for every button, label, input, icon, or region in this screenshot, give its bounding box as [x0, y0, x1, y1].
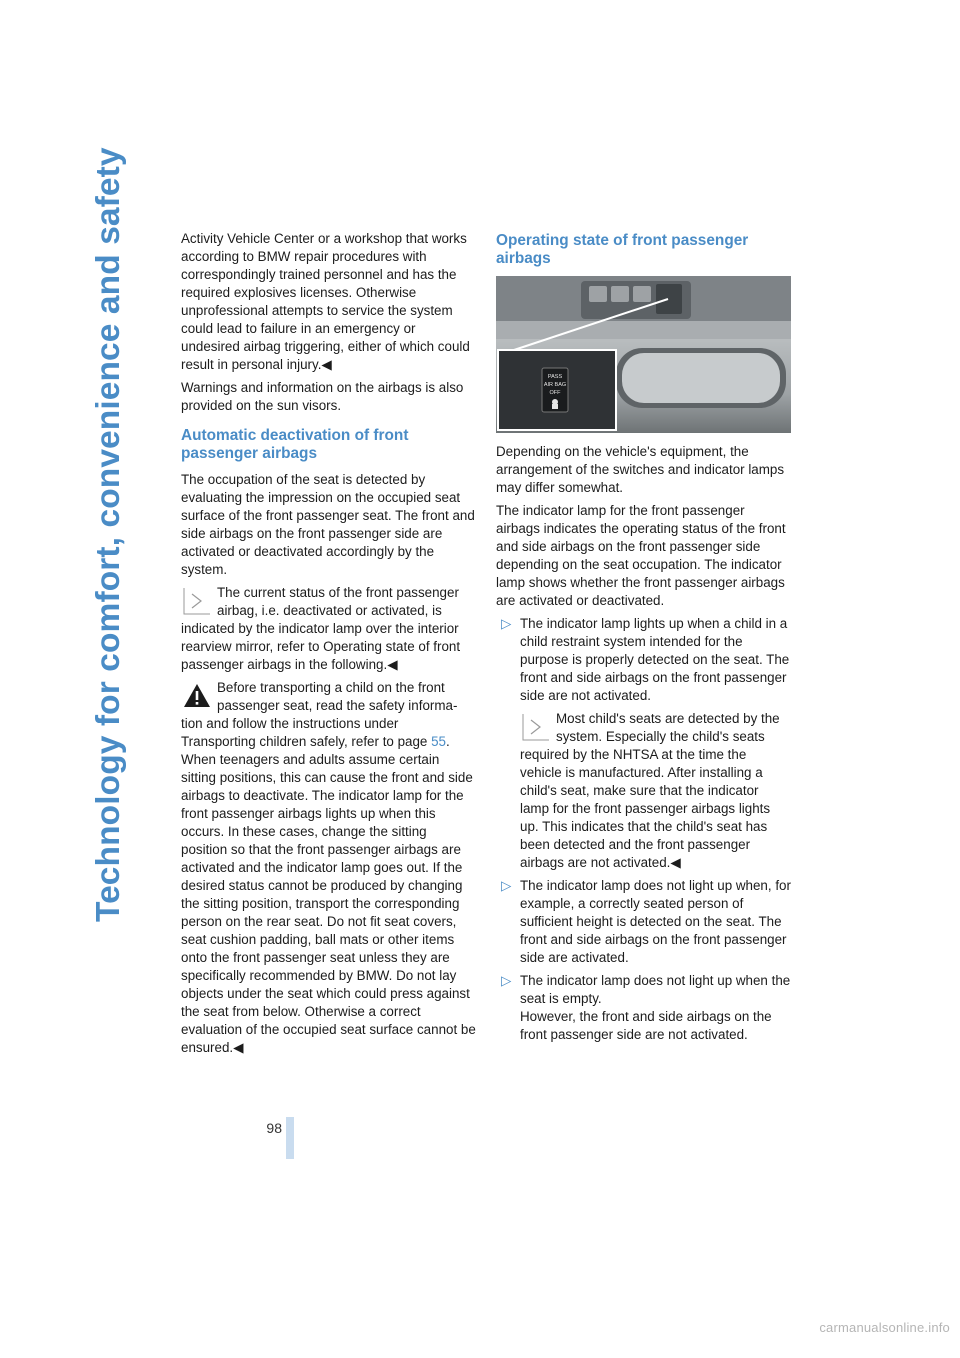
warning-icon: [183, 682, 211, 710]
figure-label-off: OFF: [549, 390, 561, 396]
warning-text-cont: [181, 715, 476, 1057]
list-item: [496, 615, 791, 872]
overhead-console-figure: [496, 276, 791, 433]
list-item-text: The indicator lamp lights up when a child in a child restraint system intended for the purpose is properly detected on the seat. The front and side airbags on the front passenger side are not activated.: [520, 616, 790, 703]
paragraph: The occupation of the seat is detected by evaluating the impression on the occupied seat surface of the front passenger seat. The front and side airbags on the front passenger side are activated or deactivated accordingly by the system.: [181, 472, 475, 577]
note-block: [181, 584, 476, 674]
bullet-icon: ▷: [501, 878, 512, 893]
page-number: 98: [266, 1120, 282, 1136]
list-item-text-cont: However, the front and side airbags on the front passenger side are not activated.: [520, 1009, 772, 1042]
figure-label-airbag: AIR BAG: [543, 382, 567, 388]
watermark: carmanualsonline.info: [819, 1320, 950, 1335]
overhead-console-illustration: [496, 276, 791, 433]
list-item-text: The indicator lamp does not light up when, for example, a correctly seated person of sufficient height is detected on the seat. The front and side airbags on the front passenger side are activated.: [520, 878, 791, 965]
list-item: [496, 972, 791, 1044]
note-arrow-icon: [183, 587, 211, 615]
note-text: Most child's seats are detected by the system. Especially the child's seats: [556, 711, 780, 744]
warning-block: [181, 679, 476, 1057]
bullet-icon: ▷: [501, 973, 512, 988]
note-block: [520, 710, 791, 872]
note-arrow-icon: [522, 713, 550, 741]
left-column: [181, 230, 476, 1062]
note-text: The current status of the front passenger airbag, i.e. deactivated or activated, is: [217, 585, 459, 618]
list-item: [496, 877, 791, 967]
warning-text-b: .: [446, 734, 450, 749]
note-text-cont: required by the NHTSA at the time the vehicle is manufactured. After installing a child's seat, make sure that the indicator lamp for the front passenger airbags lights up. This indicates that the child's seat has been detected and the front passenger airbags are not activated.◀: [520, 747, 771, 870]
note-text-cont: indicated by the indicator lamp over the interior rearview mirror, refer to Operating state of front passenger airbags in the following.◀: [181, 621, 461, 672]
paragraph: Warnings and information on the airbags is also provided on the sun visors.: [181, 380, 464, 413]
page-link[interactable]: 55: [431, 734, 446, 749]
section-side-title: Technology for comfort, convenience and safety: [90, 147, 127, 922]
right-column: [496, 230, 791, 1049]
section-heading: Operating state of front passenger airbags: [496, 232, 749, 267]
page-marker-bar: [286, 1117, 294, 1159]
warning-text-c: When teenagers and adults assume certain sitting positions, this can cause the front and side airbags to deactivate. The indicator lamp for the front passenger airbags lights up when this occurs. In these cases, change the sitting position so that the front passenger airbags are activated and the indicator lamp goes out. If the desired status cannot be produced by changing the sitting position, transport the corresponding person on the rear seat. Do not fit seat covers, seat cushion padding, ball mats or other items onto the front passenger seat unless they are specifically recommended by BMW. Do not lay objects under the seat which could press against the seat from below. Otherwise a correct evaluation of the occupied seat surface cannot be ensured.◀: [181, 752, 476, 1055]
paragraph: Activity Vehicle Center or a workshop that works according to BMW repair procedures with correspondingly trained personnel and has the required explosives licenses. Otherwise unprofessional attempts to service the system could lead to failure in an emergency or undesired airbag triggering, either of which could result in personal injury.◀: [181, 231, 470, 372]
figure-label-pass: PASS: [547, 374, 563, 380]
warning-text: Before transporting a child on the front passenger seat, read the safety informa-: [217, 680, 458, 713]
section-heading: Automatic deactivation of front passenger airbags: [181, 427, 409, 462]
paragraph: Depending on the vehicle's equipment, the arrangement of the switches and indicator lamps may differ somewhat.: [496, 444, 785, 495]
list-item-text: The indicator lamp does not light up when the seat is empty.: [520, 973, 791, 1006]
bullet-icon: ▷: [501, 616, 512, 631]
paragraph: The indicator lamp for the front passenger airbags indicates the operating status of the front and side airbags on the front passenger side depending on the seat occupation. The indicator lamp shows whether the front passenger airbags are activated or deactivated.: [496, 503, 786, 608]
warning-text-a: tion and follow the instructions under Transporting children safely, refer to page: [181, 716, 432, 749]
